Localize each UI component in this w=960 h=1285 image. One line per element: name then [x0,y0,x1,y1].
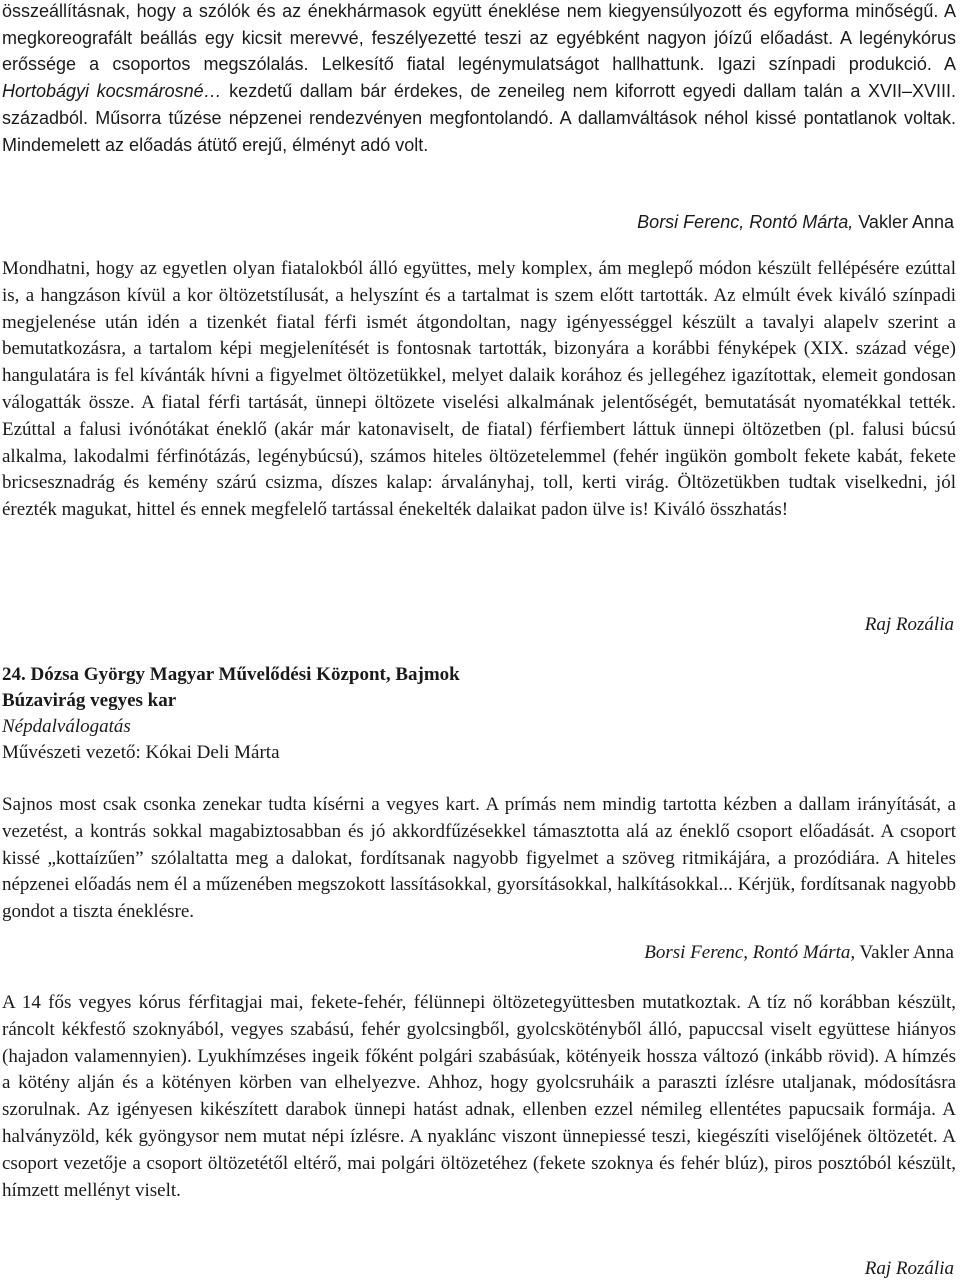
artistic-director: Művészeti vezető: Kókai Deli Márta [2,742,280,763]
signature-jury [254,209,960,236]
signature-jury [254,940,960,967]
signature-reviewer [554,1256,960,1283]
signature-name: Raj Rozália [864,614,954,635]
signature-names-italic: Borsi Ferenc, Rontó Márta, [644,942,856,963]
group-name: Búzavirág vegyes kar [2,690,177,711]
signature-reviewer [554,612,960,639]
review-paragraph: Mondhatni, hogy az egyetlen olyan fiatalokból álló együttes, mely komplex, ám meglepő módon készült fellépésére ezúttal is, a hangzáson kívül a kor öltözetstílusát, a helyszínt és a tartalmat is szem előtt tartották. Az elmúlt évek kiváló színpadi megjelenése után idén a tizenkét fiatal férfi ismét átgondoltan, nagy igényességgel készült a tavalyi alapelv szerint a bemutatkozásra, a tartalom képi megjelenítését is fontosnak tartották, bizonyára a korábbi fényképek (XIX. század vége) hangulatára is fel kívánták hívni a figyelmet öltözetükkel, melyet dalaik korához és jellegéhez igazítottak, elemeit gondosan válogatták össze. A fiatal férfi tartását, ünnepi öltözete viselési alkalmának jelentőségét, bemutatását nyomatékkal tették. Ezúttal a falusi ivónótákat éneklő (akár már katonaviselt, de fiatal) férfiembert láttuk ünnepi öltözetben (pl. falusi búcsú alkalma, lakodalmi férfinótázás, legénybúcsú), számos hiteles öltözetelemmel (fehér ingükön gombolt fekete kabát, fekete bricsesznadrág és kemény szárú csizma, díszes kalap: árvalányhaj, toll, kerti virág. Öltözetükben tudtak viselkedni, jól érezték magukat, hittel és ennek megfelelő tartással énekelték dalaikat padon ülve is! Kiváló összhatás! [2,258,956,521]
program-title [0,714,131,741]
signature-name: Vakler Anna [855,942,954,963]
review-text: összeállításnak, hogy a szólók és az énekhármasok együtt éneklése nem kiegyensúlyozott és egyforma minőségű. A megkoreografált beállás egy kicsit merevvé, feszélyezetté teszi az egyébként nagyon jóízű előadást. A legénykórus erőssége a csoportos megszólalás. Lelkesítő fiatal legénymulatságot hallhattunk. Igazi színpadi produkció. A [2,1,956,75]
signature-name: Vakler Anna [853,212,954,232]
program-text: Népdalválogatás [2,716,131,737]
song-title: Hortobágyi kocsmárosné… [2,81,222,102]
review-paragraph [0,0,960,158]
review-paragraph: Sajnos most csak csonka zenekar tudta kísérni a vegyes kart. A prímás nem mindig tartotta kézben a dallam irányítását, a vezetést, a kontrás sokkal magabiztosabban és jó akkordfűzésekkel támasztotta alá az éneklő csoport előadását. A csoport kissé „kottaízűen” szólaltatta meg a dalokat, fordítsanak nagyobb figyelmet a szöveg ritmikájára, a prozódiára. A hiteles népzenei előadás nem él a műzenében megszokott lassításokkal, gyorsításokkal, halkításokkal... Kérjük, fordítsanak nagyobb gondot a tiszta éneklésre. [2,794,956,923]
signature-names-italic: Borsi Ferenc, Rontó Márta, [637,212,854,232]
signature-name: Raj Rozália [864,1258,954,1279]
review-text: kezdetű dallam bár érdekes, de zeneileg nem kiforrott egyedi dallam talán a XVII–XVIII. századból. Műsorra tűzése népzenei rendezvényen megfontolandó. A dallamváltások néhol kissé pontatlanok voltak. Mindemelett az előadás átütő erejű, élményt adó volt. [2,81,957,155]
entry-heading: 24. Dózsa György Magyar Művelődési Központ, Bajmok [2,664,460,685]
review-paragraph: A 14 fős vegyes kórus férfitagjai mai, fekete-fehér, félünnepi öltözetegyüttesben mutatkoztak. A tíz nő korábban készült, ráncolt kékfestő szoknyából, vegyes szabású, fehér gyolcsingből, gyolcskötényből álló, papuccsal viselt együttese hiányos (hajadon valamennyien). Lyukhímzéses ingeik főként polgári szabásúak, kötényeik hossza változó (inkább rövid). A hímzés a kötény alján és a kötényen körben van elhelyezve. Ahhoz, hogy gyolcsruháik a paraszti ízlésre utaljanak, módosításra szorulnak. Az igényesen kikészített darabok ünnepi hatást adnak, ellenben ezzel némileg ellentétes papucsaik formája. A halványzöld, kék gyöngysor nem mutat népi ízlésre. A nyaklánc viszont ünnepiessé teszi, kiegészíti viselőjének öltözetét. A csoport vezetője a csoport öltözetétől eltérő, mai polgári öltözetéhez (fekete szoknya és fehér blúz), piros posztóból készült, hímzett mellényt viselt. [2,992,956,1201]
